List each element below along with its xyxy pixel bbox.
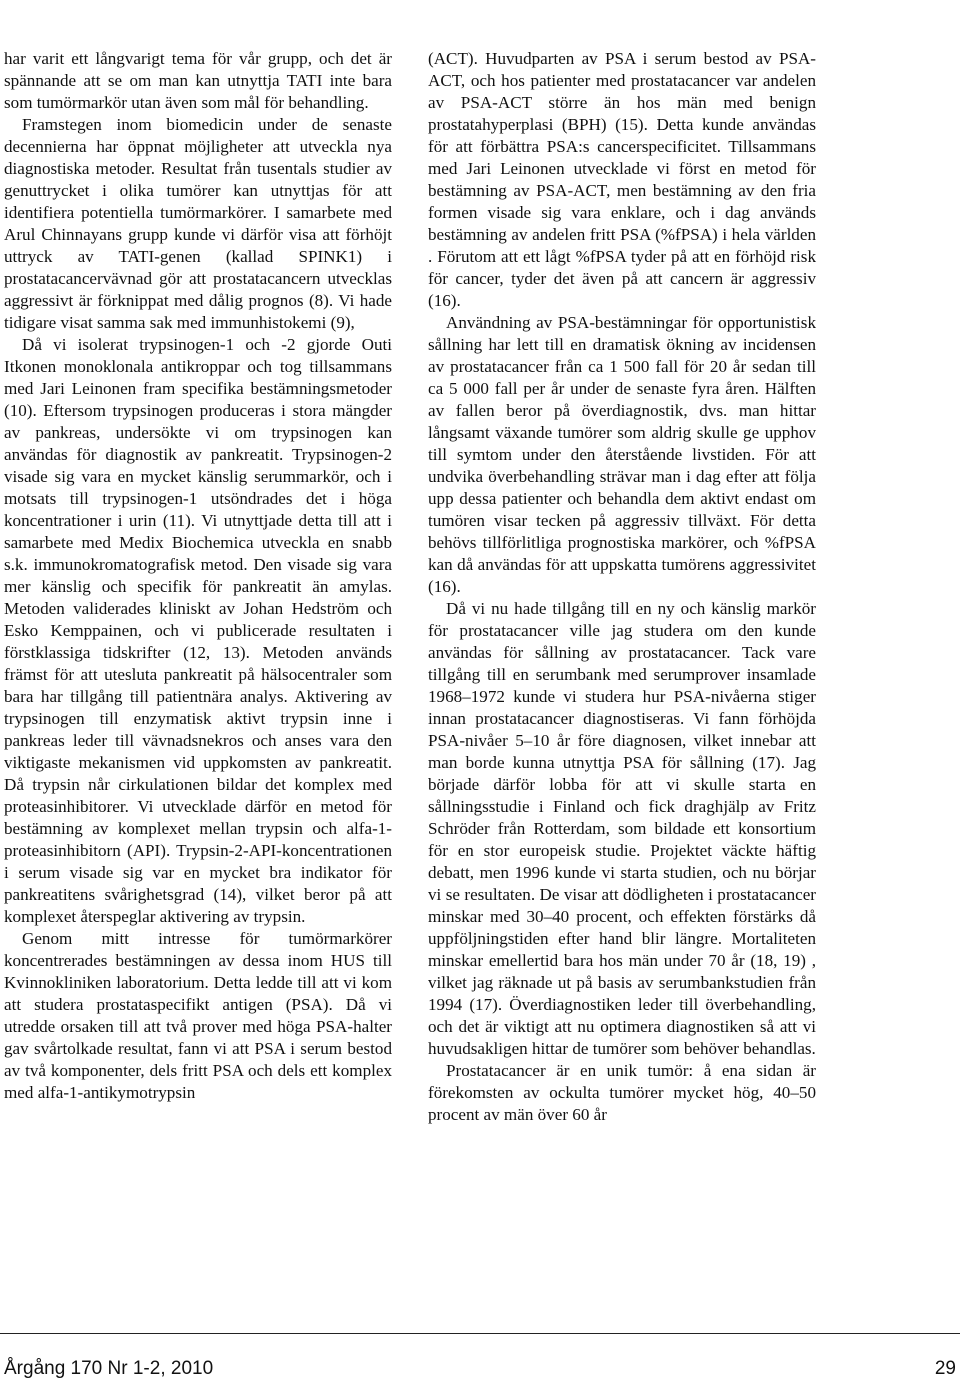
journal-issue: Årgång 170 Nr 1-2, 2010: [4, 1358, 214, 1379]
paragraph: Då vi nu hade tillgång till en ny och känslig markör för prostatacancer ville jag studera om den kunde användas för sållning av prostatacancer. Tack vare tillgång till en serumbank med serumprover insamlade 1968–1972 kunde vi studera hur PSA-nivåerna stiger innan prostatacancer diagnostiseras. Vi fann förhöjda PSA-nivåer 5–10 år före diagnosen, vilket innebar att man borde kunna utnyttja PSA för sållning (17). Jag började därför lobba för att vi skulle starta en sållningsstudie i Finland och fick draghjälp av Fritz Schröder från Rotterdam, som bildade ett konsortium för en stor europeisk studie. Projektet väckte häftig debatt, men 1996 kunde vi starta studien, och nu börjar vi se resultaten. De visar att dödligheten i prostatacancer minskar med 30–40 procent, och effekten förstärks då uppföljningstiden efter hand blir längre. Mortaliteten minskar emellertid bara hos män under 70 år (18, 19) , vilket jag räknade ut på basis av serumbankstudien från 1994 (17). Överdiagnostiken leder till överbehandling, och det är viktigt att nu optimera diagnostiken så att vi huvudsakligen hittar de tumörer som behöver behandlas.: [428, 599, 816, 1058]
paragraph: Framstegen inom biomedicin under de senaste decennierna har öppnat möjligheter att utveckla nya diagnostiska metoder. Resultat från tusentals studier av genuttrycket i olika tumörer kan utnyttjas för att identifiera potentiella tumörmarkörer. I samarbete med Arul Chinnayans grupp kunde vi därför visa att förhöjt uttryck av TATI-genen (kallad SPINK1) i prostatacancervävnad gör att prostatacancern utvecklas aggressivt är förknippat med dålig prognos (8). Vi hade tidigare visat samma sak med immunhistokemi (9),: [4, 115, 392, 332]
paragraph: har varit ett långvarigt tema för vår grupp, och det är spännande att se om man kan utnyttja TATI inte bara som tumörmarkör utan även som mål för behandling.: [4, 49, 392, 112]
paragraph: Användning av PSA-bestämningar för opportunistisk sållning har lett till en dramatisk ökning av incidensen av prostatacancer från ca 1 500 fall för 20 år sedan till ca 5 000 fall per år under de senaste fyra åren. Hälften av fallen beror på överdiagnostik, dvs. man hittar långsamt växande tumörer som aldrig skulle ge upphov till symtom under den återstående livstiden. För att undvika överbehandling strävar man i dag efter att följa upp dessa patienter och behandla dem aktivt endast om tumören visar tecken på aggressiv tillväxt. För detta behövs tillförlitliga prognostiska markörer, och %fPSA kan då användas för att uppskatta tumörens aggressivitet (16).: [428, 313, 816, 596]
paragraph: Genom mitt intresse för tumörmarkörer koncentrerades bestämningen av dessa inom HUS till Kvinnokliniken laboratorium. Detta ledde till att vi kom att studera prostataspecifikt antigen (PSA). Då vi utredde orsaken till att två prover med höga PSA-halter gav svårtolkade resultat, fann vi att PSA i serum bestod av två komponenter, dels fritt PSA och dels ett komplex med alfa-1-antikymotrypsin: [4, 929, 392, 1102]
paragraph: Prostatacancer är en unik tumör: å ena sidan är förekomsten av ockulta tumörer mycket hög, 40–50 procent av män över 60 år: [428, 1061, 816, 1124]
footer-rule: [0, 1333, 960, 1334]
paragraph: Då vi isolerat trypsinogen-1 och -2 gjorde Outi Itkonen monoklonala antikroppar och tog tillsammans med Jari Leinonen fram specifika bestämningsmetoder (10). Eftersom trypsinogen produceras i stora mängder av pankreas, undersökte vi om trypsinogen kan användas för diagnostik av pankreatit. Trypsinogen-2 visade sig vara en mycket känslig serummarkör, och i motsats till trypsinogen-1 utsöndrades det i höga koncentrationer i urin (11). Vi utnyttjade detta till att i samarbete med Medix Biochemica utveckla en snabb s.k. immunokromatografisk metod. Den visade sig vara mer känslig och specifik för pankreatit än amylas. Metoden validerades kliniskt av Johan Hedström och Esko Kemppainen, och vi publicerade resultaten i förstklassiga tidskrifter (12, 13). Metoden används främst för att utesluta pankreatit på hälsocentraler som bara har tillgång till patientnära analys. Aktivering av trypsinogen till enzymatisk aktivt trypsin inne i pankreas leder till vävnadsnekros och anses vara den viktigaste mekanismen vid uppkomsten av pankreatit. Då trypsin når cirkulationen bildar det komplex med proteasinhibitorer. Vi utvecklade därför en metod för bestämning av komplexet mellan trypsin och alfa-1-proteasinhibitorn (API). Trypsin-2-API-koncentrationen i serum visade sig var en mycket bra indikator för pankreatitens svårighetsgrad (14), vilket beror på att komplexet återspeglar aktivering av trypsin.: [4, 335, 392, 926]
paragraph: (ACT). Huvudparten av PSA i serum bestod av PSA-ACT, och hos patienter med prostatacancer var andelen av PSA-ACT större än hos män med benign prostatahyperplasi (BPH) (15). Detta kunde användas för att förbättra PSA:s cancerspecificitet. Tillsammans med Jari Leinonen utvecklade vi först en metod för bestämning av PSA-ACT, men bestämning av den fria formen visade sig vara enklare, och i dag används bestämning av andelen fritt PSA (%fPSA) i hela världen . Förutom att ett lågt %fPSA tyder på att en förhöjd risk för cancer, tyder det även på att cancern är aggressiv (16).: [428, 49, 816, 310]
left-column: [4, 48, 392, 1104]
right-column: [428, 48, 816, 1126]
page-number: 29: [934, 1358, 956, 1379]
